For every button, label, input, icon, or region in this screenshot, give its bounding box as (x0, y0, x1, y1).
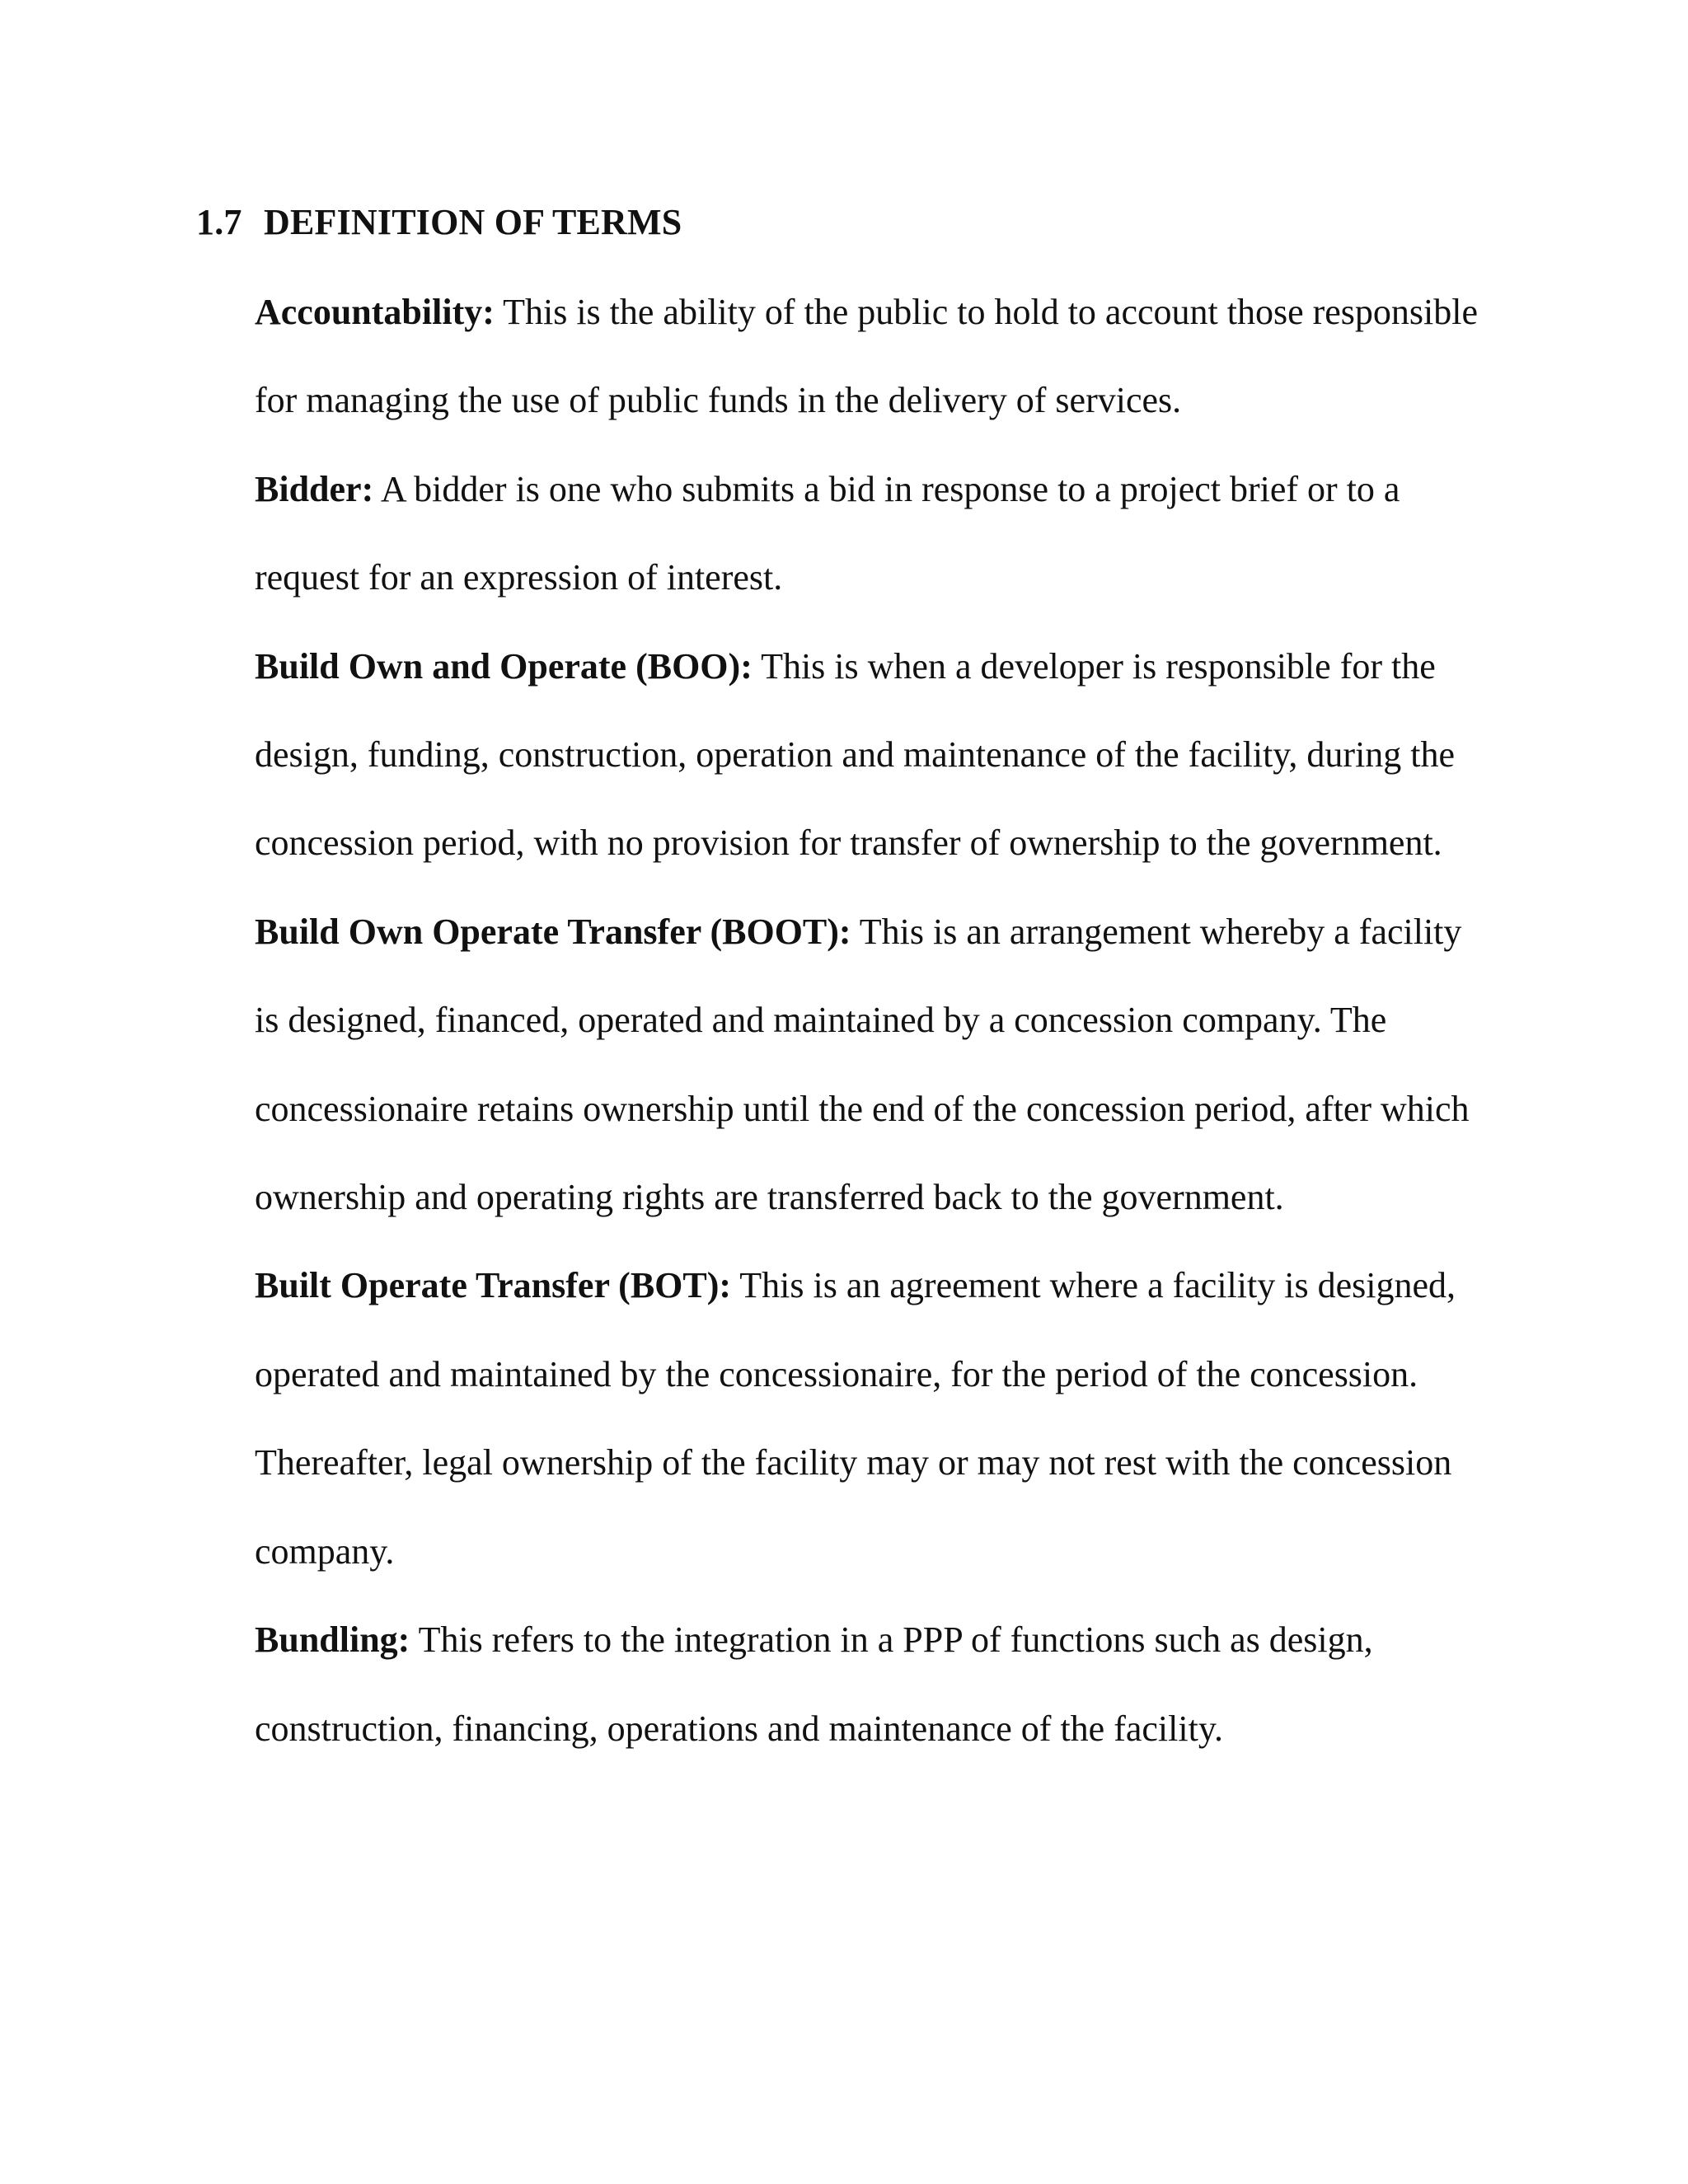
definitions-list (255, 268, 1491, 1773)
definition-text: This is an agreement where a facility is designed, operated and maintained by the concessionaire, for the period of the concession. Thereafter, legal ownership of the facility may or may not rest with the concession company. (255, 1265, 1456, 1572)
definition-boo (255, 622, 1491, 888)
definition-text: This is the ability of the public to hold to account those responsible for managing the use of public funds in the delivery of services. (255, 292, 1479, 421)
section-title: DEFINITION OF TERMS (264, 202, 682, 242)
definition-boot (255, 888, 1491, 1242)
term-label: Build Own Operate Transfer (BOOT): (255, 911, 851, 952)
section-heading (196, 198, 682, 247)
term-label: Build Own and Operate (BOO): (255, 645, 753, 687)
definition-bot (255, 1241, 1491, 1596)
term-label: Accountability: (255, 292, 495, 332)
definition-bidder (255, 445, 1491, 622)
definition-text: This refers to the integration in a PPP of functions such as design, construction, financing, operations and maintenance of the facility. (255, 1619, 1373, 1749)
section-number: 1.7 (196, 202, 242, 242)
term-label: Bidder: (255, 468, 374, 509)
term-label: Bundling: (255, 1619, 410, 1661)
definition-bundling (255, 1596, 1491, 1773)
definition-text: This is when a developer is responsible for the design, funding, construction, operation and maintenance of the facility, during the concession period, with no provision for transfer of ownership to the government. (255, 645, 1456, 864)
definition-text: This is an arrangement whereby a facility is designed, financed, operated and maintained by a concession company. The concessionaire retains ownership until the end of the concession period, after which ownership and operating rights are transferred back to the government. (255, 911, 1470, 1218)
term-label: Built Operate Transfer (BOT): (255, 1265, 732, 1306)
definition-text: A bidder is one who submits a bid in response to a project brief or to a request for an expression of interest. (255, 468, 1400, 598)
definition-accountability (255, 268, 1491, 445)
